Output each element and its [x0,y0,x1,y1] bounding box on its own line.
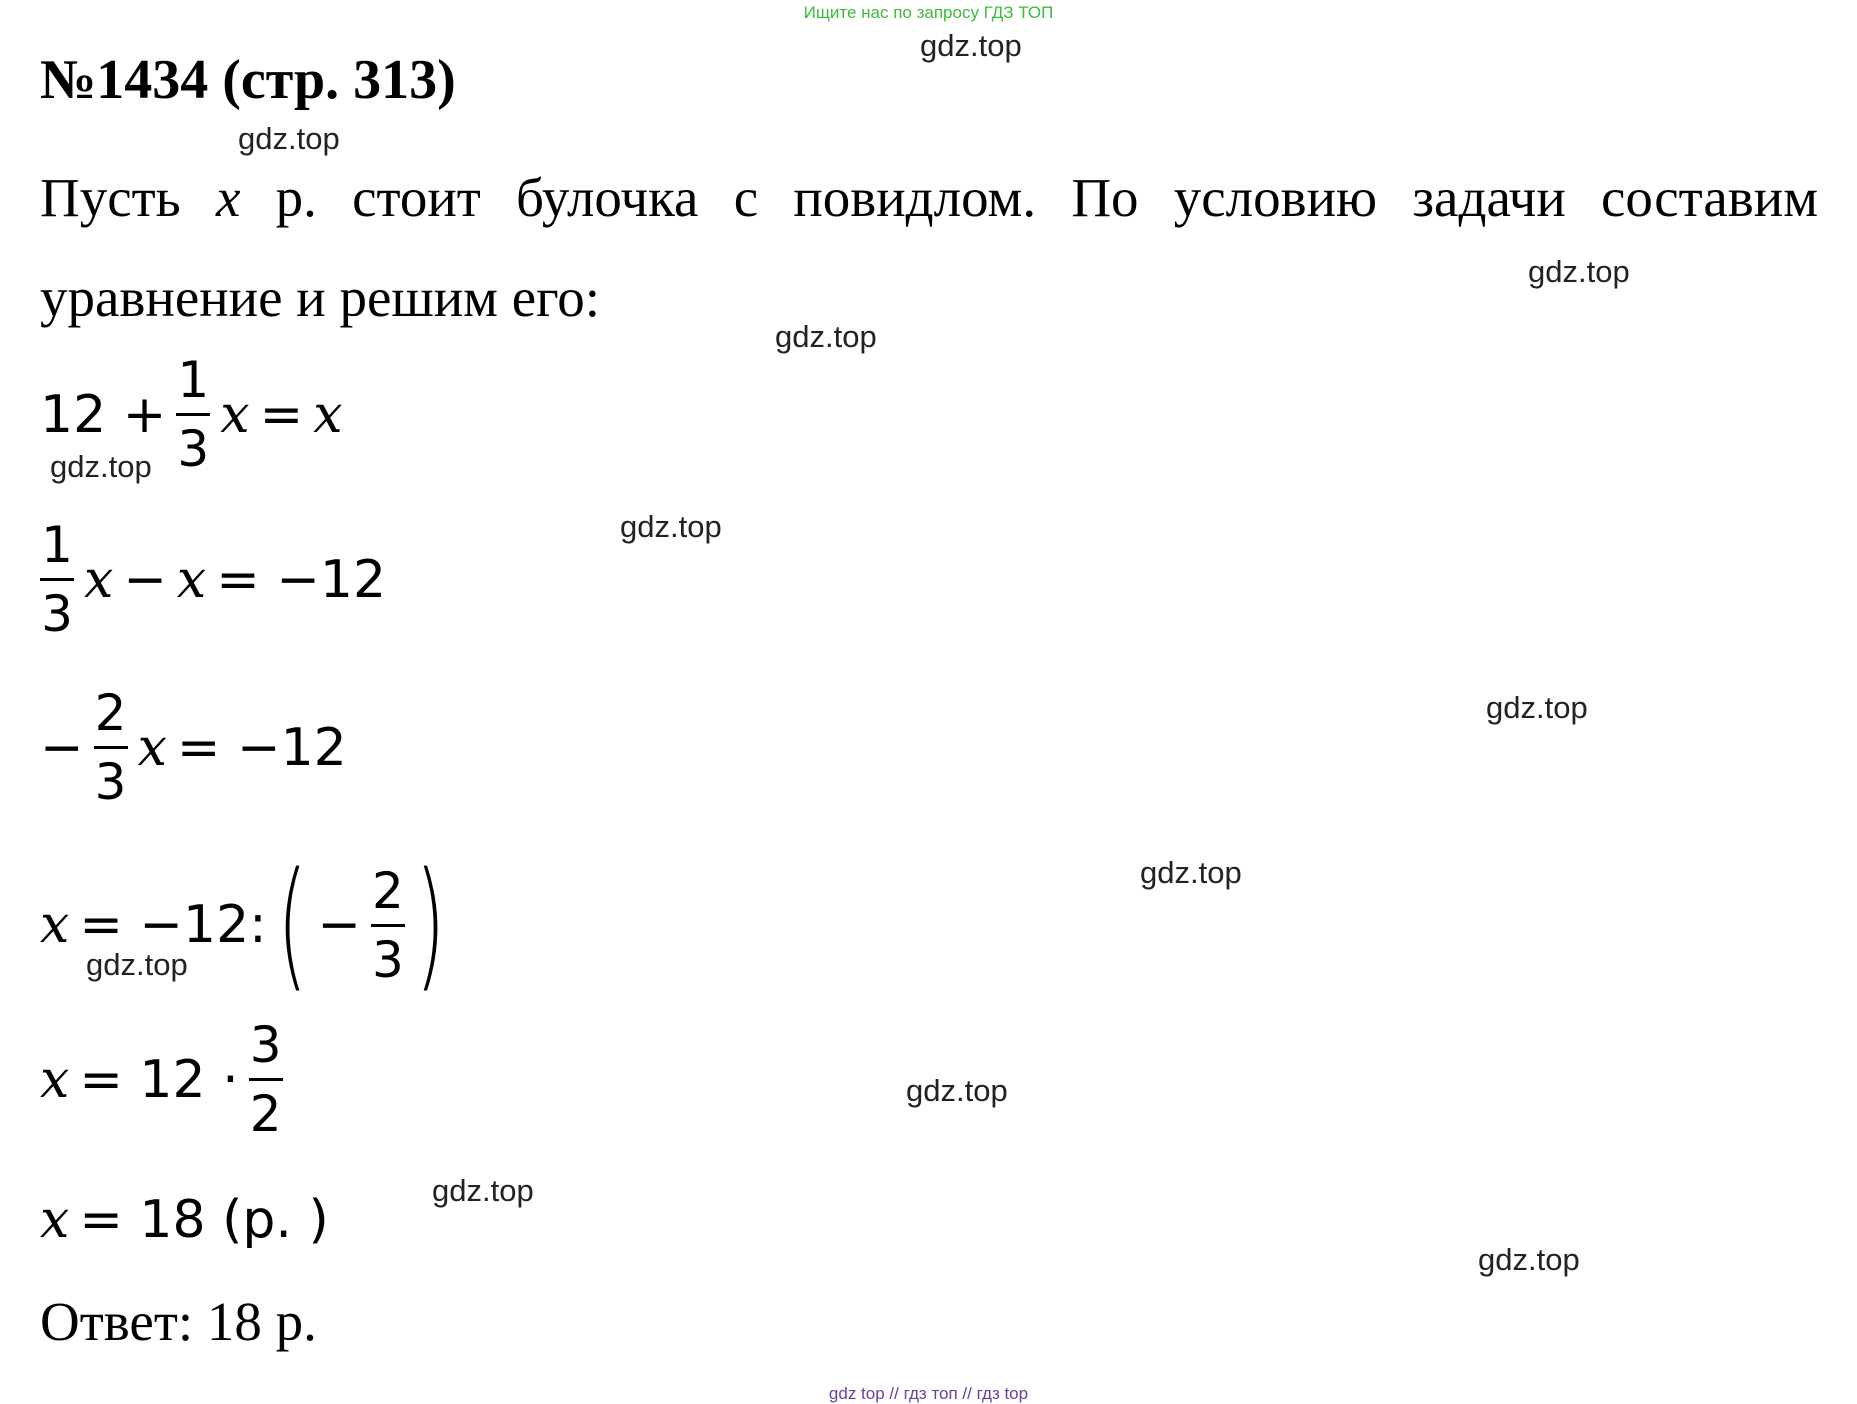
equation-2: $\frac{1}{3}$ x − x = −12 [41,516,387,643]
footer-links[interactable]: gdz top // гдз топ // гдз top [828,1384,1029,1403]
watermark: gdz.top [1528,254,1630,289]
fraction: $\frac{2}{3}$ [94,684,127,811]
watermark: gdz.top [920,28,1022,63]
problem-text: Пусть x р. стоит булочка с повидлом. По условию задачи составим уравнение и решим его: [40,167,1818,328]
watermark: gdz.top [1478,1242,1580,1277]
watermark: gdz.top [1486,690,1588,725]
fraction: $\frac{1}{3}$ [177,351,210,478]
equation-6: x = 18 (р. ) [40,1190,329,1250]
watermark: gdz.top [906,1073,1008,1108]
watermark: gdz.top [238,121,340,156]
equation-3: − $\frac{2}{3}$ x = −12 [40,684,347,811]
fraction: $\frac{2}{3}$ [371,861,404,989]
watermark: gdz.top [1140,855,1242,890]
watermark: gdz.top [50,449,152,484]
watermark: gdz.top [620,509,722,544]
equation-1: 12 + $\frac{1}{3}$ x = x [40,351,343,478]
equation-5: x = 12 · $\frac{3}{2}$ [40,1016,282,1143]
fraction: $\frac{3}{2}$ [249,1016,282,1143]
answer-line: Ответ: 18 р. [40,1291,317,1352]
top-banner[interactable]: Ищите нас по запросу ГДЗ ТОП [803,3,1054,22]
watermark: gdz.top [432,1173,534,1208]
fraction: $\frac{1}{3}$ [41,516,73,643]
task-title: №1434 (стр. 313) [40,49,456,111]
watermark: gdz.top [86,947,188,982]
watermark: gdz.top [775,319,877,354]
equation-4: x = −12: ( − $\frac{2}{3}$ ) [40,843,446,1006]
